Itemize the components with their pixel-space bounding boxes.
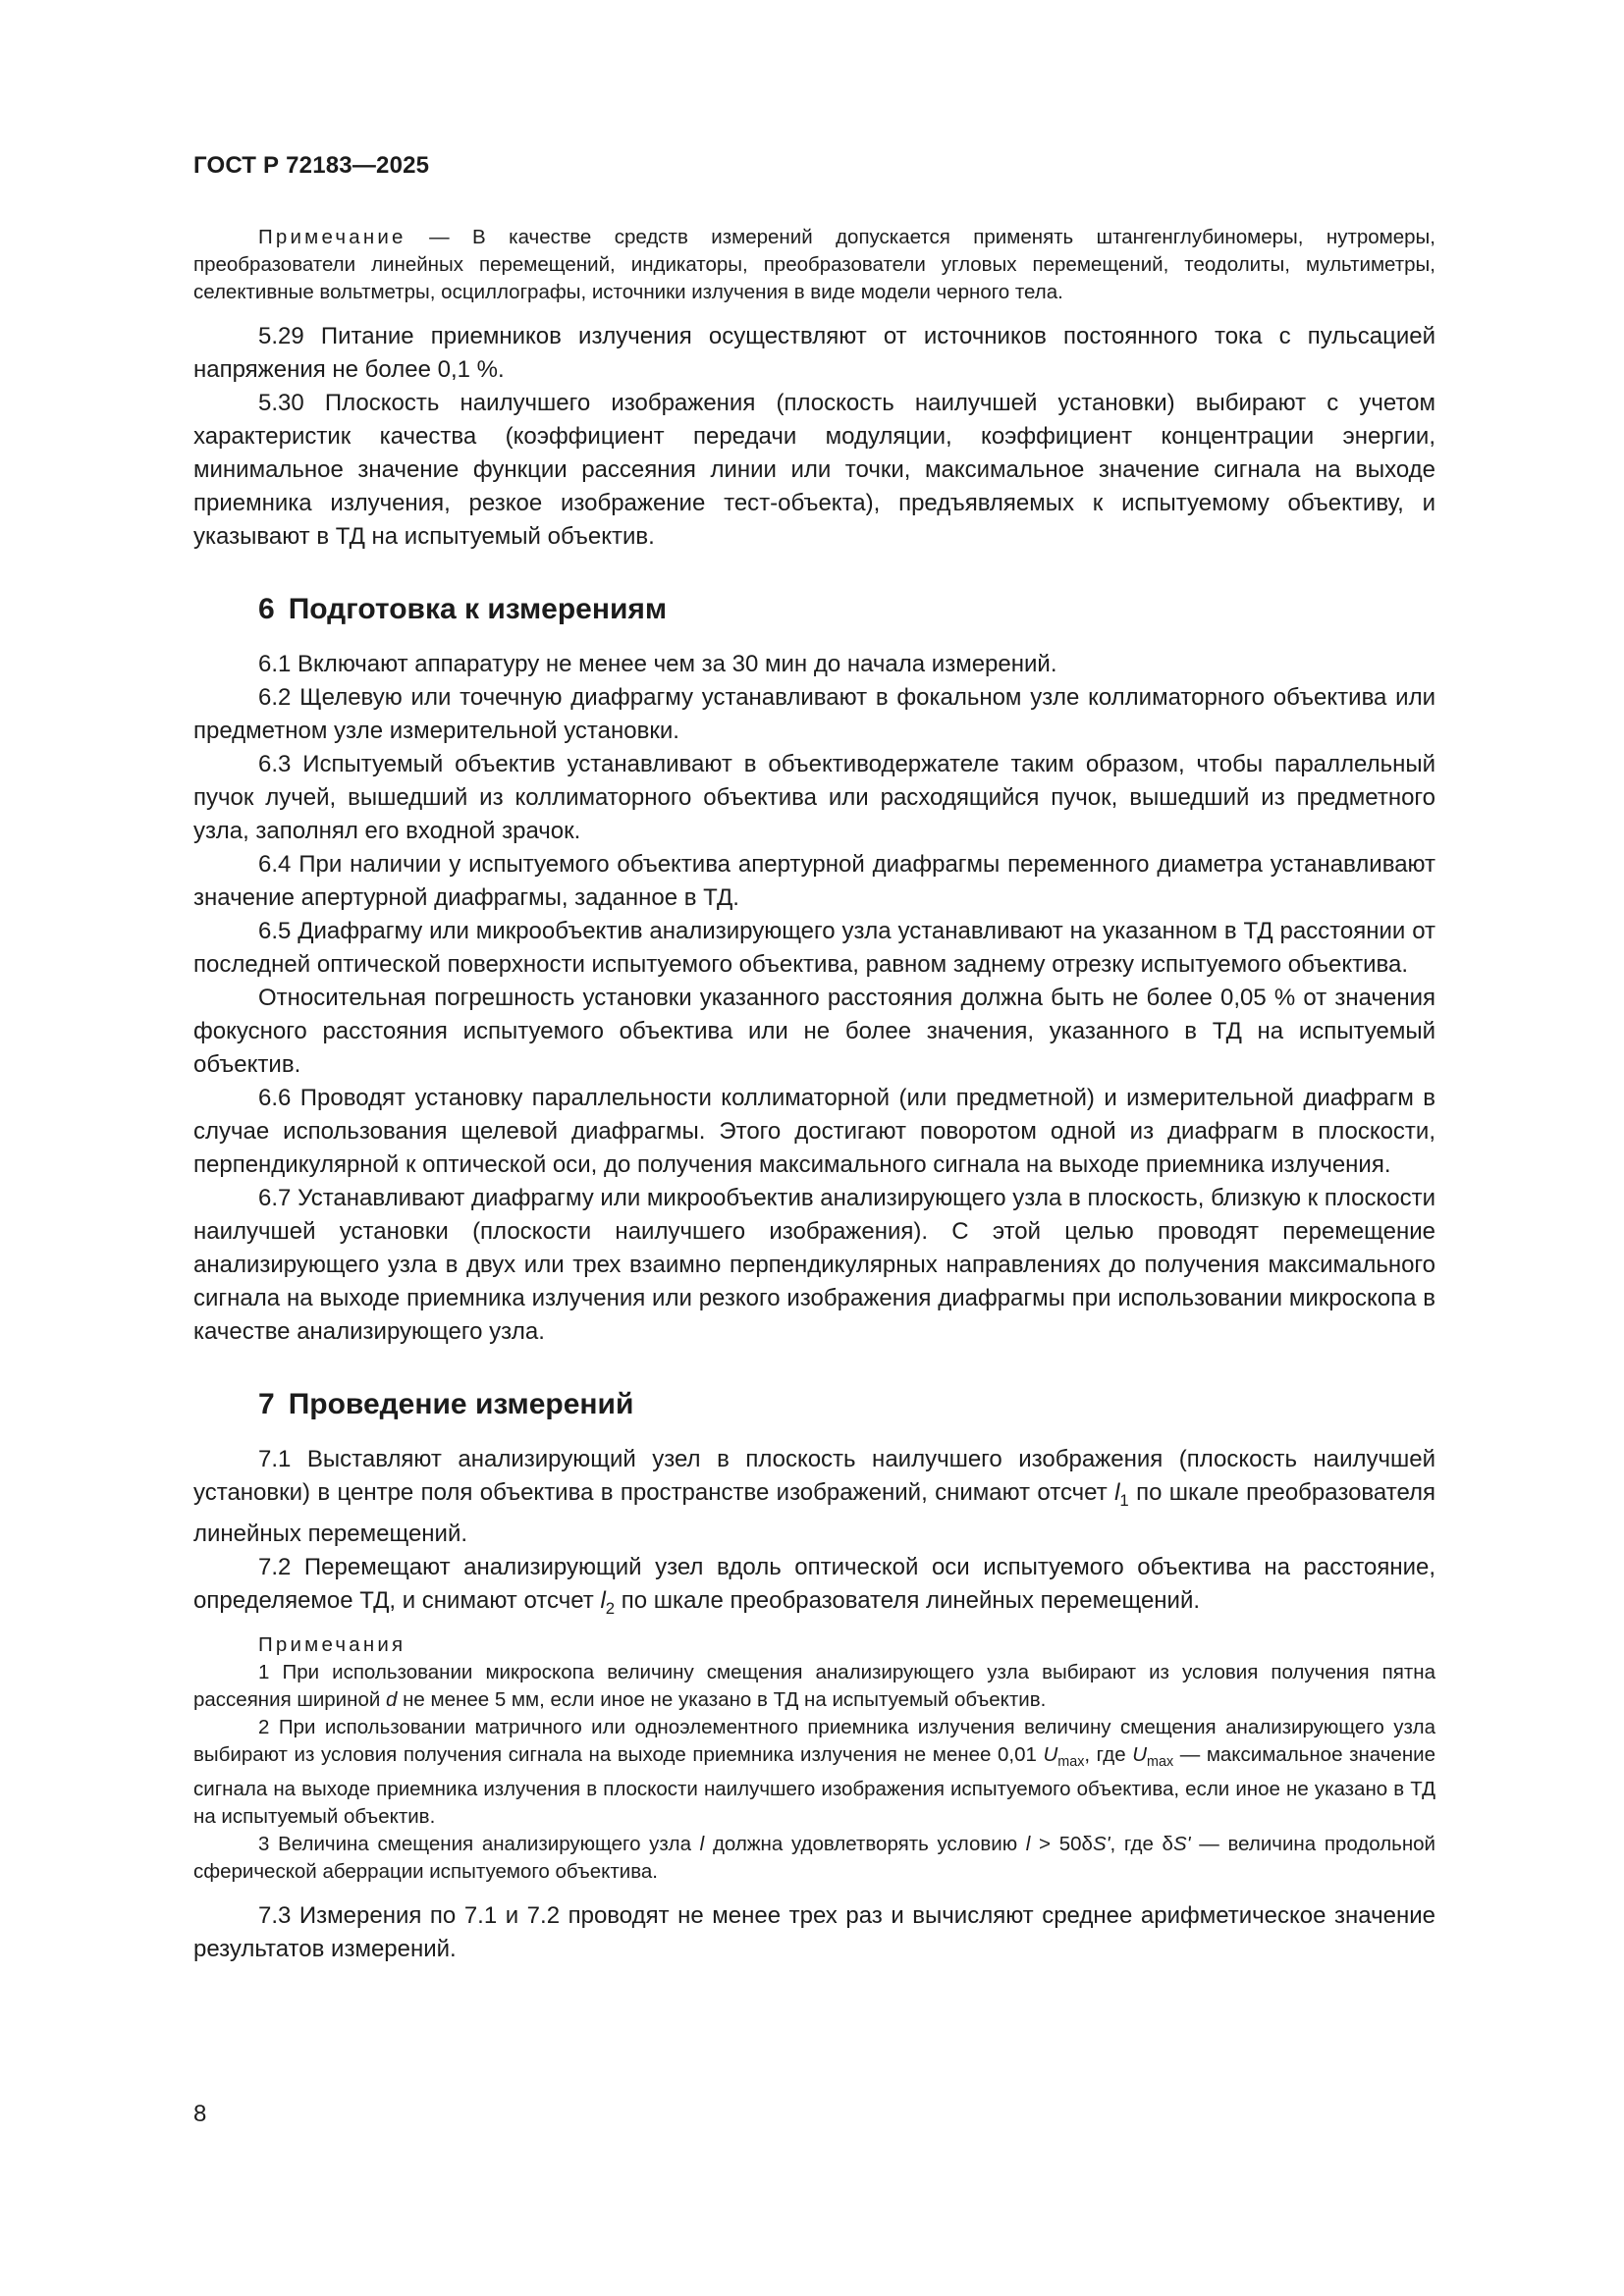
clause-7-2-text-a: 7.2 Перемещают анализирующий узел вдоль оптической оси испытуемого объектива на расстояние, определяемое ТД, и снимают отсчет: [193, 1553, 1435, 1614]
note-label: Примечание: [258, 226, 406, 248]
note-3-text-c: , где δ: [1110, 1832, 1173, 1855]
note-1-text-b: не менее 5 мм, если иное не указано в ТД на испытуемый объектив.: [397, 1687, 1047, 1711]
note-1-text-a: 1 При использовании микроскопа величину смещения анализирующего узла выбирают из условия получения пятна рассеяния шириной: [193, 1660, 1435, 1711]
clause-6-7: 6.7 Устанавливают диафрагму или микрообъектив анализирующего узла в плоскость, близкую к плоскости наилучшей установки (плоскости наилучшего изображения). С этой целью проводят перемещение анализирующего узла в двух или трех взаимно перпендикулярных направлениях до получения максимального сигнала на выходе приемника излучения или резкого изображения диафрагмы при использовании микроскопа в качестве анализирующего узла.: [193, 1185, 1435, 1345]
clause-7-2-text-b: по шкале преобразователя линейных перемещений.: [615, 1586, 1201, 1614]
section-6-heading: [258, 593, 1435, 626]
note-3-text-b: должна удовлетворять условию: [704, 1832, 1026, 1855]
clause-6-3: 6.3 Испытуемый объектив устанавливают в объективодержателе таким образом, чтобы параллельный пучок лучей, вышедший из коллиматорного объектива или расходящийся пучок, вышедший из предметного узла, заполнял его входной зрачок.: [193, 751, 1435, 844]
clause-5-30: 5.30 Плоскость наилучшего изображения (плоскость наилучшей установки) выбирают с учетом характеристик качества (коэффициент передачи модуляции, коэффициент концентрации энергии, минимальное значение функции рассеяния линии или точки, максимальное значение сигнала на выходе приемника излучения, резкое изображение тест-объекта), предъявляемых к испытуемому объективу, и указывают в ТД на испытуемый объектив.: [193, 390, 1435, 550]
symbol-umax-subscript: max: [1057, 1753, 1085, 1770]
document-header: ГОСТ Р 72183—2025: [193, 152, 430, 179]
section-6-title: Подготовка к измерениям: [288, 593, 668, 625]
clause-7-1-text-b: по шкале преобразователя линейных перемещений.: [193, 1479, 1436, 1547]
section-7-title: Проведение измерений: [288, 1388, 634, 1420]
note-2-text-a: 2 При использовании матричного или одноэлементного приемника излучения величину смещения анализирующего узла выбирают из условия получения сигнала на выходе приемника излучения не менее 0,01: [193, 1715, 1435, 1766]
note-2-text-b: , где: [1084, 1742, 1133, 1766]
note-3-text-a: 3 Величина смещения анализирующего узла: [258, 1832, 700, 1855]
symbol-umax-2: U: [1132, 1742, 1148, 1766]
note-top: [193, 224, 1435, 306]
section-7-heading: [258, 1388, 1435, 1421]
page-content: [193, 224, 1435, 1966]
symbol-umax: U: [1043, 1742, 1058, 1766]
symbol-l: l: [699, 1832, 705, 1855]
clause-7-1-text-a: 7.1 Выставляют анализирующий узел в плоскость наилучшего изображения (плоскость наилучшей установки) в центре поля объектива в пространстве изображений, снимают отсчет: [193, 1446, 1435, 1506]
symbol-l1-subscript: 1: [1119, 1490, 1129, 1510]
notes-title: Примечания: [258, 1632, 406, 1656]
symbol-s-prime: S': [1092, 1832, 1110, 1855]
clause-6-5-tolerance: Относительная погрешность установки указанного расстояния должна быть не более 0,05 % от значения фокусного расстояния испытуемого объектива или не более значения, указанного в ТД на испытуемый объектив.: [193, 985, 1435, 1078]
clause-5-29: 5.29 Питание приемников излучения осуществляют от источников постоянного тока с пульсацией напряжения не более 0,1 %.: [193, 323, 1435, 383]
clause-6-2: 6.2 Щелевую или точечную диафрагму устанавливают в фокальном узле коллиматорного объектива или предметном узле измерительной установки.: [193, 684, 1435, 744]
symbol-l1: l: [1114, 1479, 1120, 1506]
section-6-number: 6: [258, 593, 275, 625]
clause-6-5: 6.5 Диафрагму или микрообъектив анализирующего узла устанавливают на указанном в ТД расстоянии от последней оптической поверхности испытуемого объектива, равном заднему отрезку испытуемого объектива.: [193, 918, 1435, 978]
clause-7-1: [193, 1443, 1435, 1551]
clause-7-2: [193, 1551, 1435, 1626]
note-1: [193, 1659, 1435, 1714]
symbol-umax-2-subscript: max: [1147, 1753, 1174, 1770]
note-2: [193, 1714, 1435, 1831]
note-3-text-d: — величина продольной сферической аберрации испытуемого объектива.: [193, 1832, 1436, 1883]
symbol-l2: l: [600, 1586, 606, 1614]
note-3-condition: > 50δ: [1030, 1832, 1093, 1855]
symbol-l2-subscript: 2: [605, 1598, 616, 1618]
symbol-d: d: [386, 1687, 398, 1711]
section-7-number: 7: [258, 1388, 275, 1420]
note-3: [193, 1831, 1435, 1886]
clause-6-4: 6.4 При наличии у испытуемого объектива апертурной диафрагмы переменного диаметра устанавливают значение апертурной диафрагмы, заданное в ТД.: [193, 851, 1435, 911]
note-2-text-c: — максимальное значение сигнала на выходе приемника излучения в плоскости наилучшего изображения испытуемого объектива, если иное не указано в ТД на испытуемый объектив.: [193, 1742, 1435, 1828]
clause-6-1: 6.1 Включают аппаратуру не менее чем за 30 мин до начала измерений.: [258, 651, 1057, 677]
clause-6-6: 6.6 Проводят установку параллельности коллиматорной (или предметной) и измерительной диафрагм в случае использования щелевой диафрагмы. Этого достигают поворотом одной из диафрагм в плоскости, перпендикулярной к оптической оси, до получения максимального сигнала на выходе приемника излучения.: [193, 1085, 1435, 1178]
note-text: — В качестве средств измерений допускается применять штангенглубиномеры, нутромеры, преобразователи линейных перемещений, индикаторы, преобразователи угловых перемещений, теодолиты, мультиметры, селективные вольтметры, осциллографы, источники излучения в виде модели черного тела.: [193, 226, 1435, 303]
symbol-s-prime-2: S': [1172, 1832, 1191, 1855]
clause-7-3: 7.3 Измерения по 7.1 и 7.2 проводят не менее трех раз и вычисляют среднее арифметическое значение результатов измерений.: [193, 1901, 1435, 1962]
symbol-l-2: l: [1025, 1832, 1031, 1855]
page-number: 8: [193, 2101, 207, 2127]
